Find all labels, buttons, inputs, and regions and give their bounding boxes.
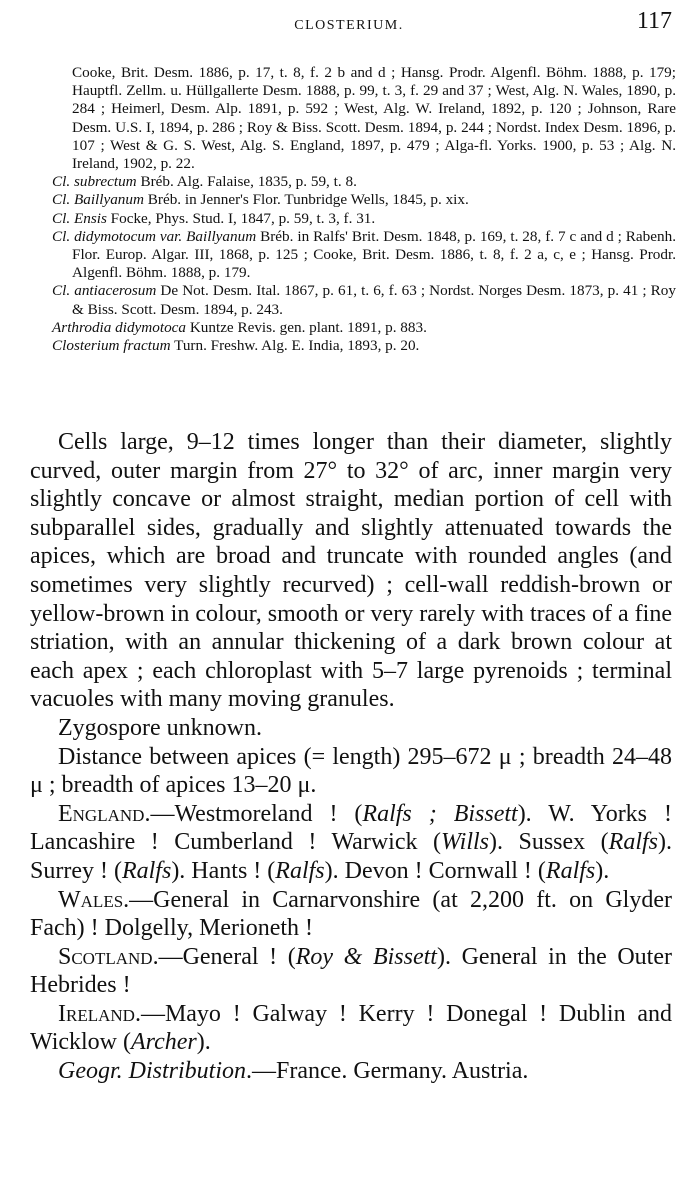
synonymy-entry bbox=[52, 319, 676, 337]
synonym-taxon: Cl. didymotocum var. Baillyanum bbox=[52, 227, 257, 245]
dimensions-paragraph: Distance between apices (= length) 295–672 μ ; breadth 24–48 μ ; breadth of apices 13–20 μ. bbox=[30, 743, 672, 799]
region-name: Ireland bbox=[58, 1000, 135, 1027]
description-paragraph: Cells large, 9–12 times longer than their diameter, slightly curved, outer margin from 27° to 32° of arc, inner margin very slightly concave or almost straight, median portion of cell with subparallel sides, gradually and slightly attenuated towards the apices, which are broad and truncate with rounded angles (and sometimes very slightly recurved) ; cell-wall reddish-brown or yellow-brown in colour, smooth or very rarely with traces of a fine striation, with an annular thickening of a dark brown colour at each apex ; each chloroplast with 5–7 large pyrenoids ; terminal vacuoles with many moving granules. bbox=[30, 429, 672, 713]
region-name: Wales bbox=[58, 886, 124, 913]
synonym-citation: Bréb. in Jenner's Flor. Tunbridge Wells, 1845, p. xix. bbox=[143, 191, 469, 209]
region-name: Scotland bbox=[58, 943, 153, 970]
collector-name: Ralfs bbox=[545, 857, 596, 884]
collector-name: Ralfs bbox=[121, 857, 172, 884]
distribution-ireland bbox=[30, 1000, 672, 1057]
distribution-block bbox=[30, 800, 672, 1086]
collector-name: Archer bbox=[131, 1029, 197, 1056]
distribution-text: .—General in Carnarvonshire (at 2,200 ft. on Glyder Fach) ! Dolgelly, Merioneth ! bbox=[30, 886, 672, 942]
distribution-text: ). Hants ! ( bbox=[171, 857, 276, 884]
page-number: 117 bbox=[636, 8, 672, 34]
synonym-citation: Focke, Phys. Stud. I, 1847, p. 59, t. 3, f. 31. bbox=[106, 209, 376, 227]
synonymy-entry bbox=[52, 228, 676, 283]
synonym-citation: Bréb. Alg. Falaise, 1835, p. 59, t. 8. bbox=[136, 173, 357, 191]
distribution-scotland bbox=[30, 943, 672, 1000]
synonym-citation: Bréb. in Ralfs' Brit. Desm. 1848, p. 169, t. 28, f. 7 c and d ; Rabenh. Flor. Europ. Algar. III, 1868, p. 125 ; Cooke, Brit. Desm. 1886, t. 8, f. 2 a, c, e ; Hansg. Prodr. Algenfl. Böhm. 1888, p. 179. bbox=[72, 227, 676, 282]
synonymy-entry bbox=[52, 282, 676, 318]
synonymy-entry bbox=[52, 191, 676, 209]
distribution-text: ). Sussex ( bbox=[489, 829, 609, 856]
synonym-citation: Turn. Freshw. Alg. E. India, 1893, p. 20. bbox=[170, 337, 420, 355]
running-head: CLOSTERIUM. bbox=[294, 18, 404, 33]
synonym-taxon: Cl. antiacerosum bbox=[52, 282, 157, 300]
distribution-text: .—General ! ( bbox=[152, 943, 296, 970]
synonym-citation: Kuntze Revis. gen. plant. 1891, p. 883. bbox=[186, 318, 427, 336]
synonym-citation: De Not. Desm. Ital. 1867, p. 61, t. 6, f. 63 ; Nordst. Norges Desm. 1873, p. 41 ; Roy & Biss. Scott. Desm. 1894, p. 243. bbox=[72, 282, 676, 318]
distribution-text: ). General in the Outer Hebrides ! bbox=[30, 943, 672, 999]
distribution-text: ). bbox=[196, 1029, 211, 1056]
distribution-text: .—Mayo ! Galway ! Kerry ! Donegal ! Dublin and Wicklow ( bbox=[30, 1000, 672, 1056]
synonym-taxon: Arthrodia didymotoca bbox=[52, 318, 187, 336]
synonymy-block bbox=[52, 64, 676, 355]
synonym-taxon: Cl. subrectum bbox=[52, 173, 137, 191]
collector-name: Roy & Bissett bbox=[295, 943, 437, 970]
zygospore-paragraph: Zygospore unknown. bbox=[58, 714, 262, 741]
geogr-label: Geogr. Distribution bbox=[58, 1058, 247, 1085]
synonym-taxon: Closterium fractum bbox=[52, 337, 171, 355]
region-name: England bbox=[58, 800, 145, 827]
page-header bbox=[0, 6, 698, 42]
synonymy-entry bbox=[52, 210, 676, 228]
collector-name: Ralfs bbox=[275, 857, 325, 884]
distribution-geographic bbox=[30, 1057, 672, 1086]
distribution-text: ). Devon ! Cornwall ! ( bbox=[324, 857, 546, 884]
collector-name: Wills bbox=[440, 829, 489, 856]
synonymy-entry: Cooke, Brit. Desm. 1886, p. 17, t. 8, f. 2 b and d ; Hansg. Prodr. Algenfl. Böhm. 1888, p. 179; Hauptfl. Zellm. u. Hüllgallerte Desm. 1888, p. 99, t. 3, f. 29 and 37 ; West, Alg. N. Wales, 1890, p. 284 ; Heimerl, Desm. Alp. 1891, p. 592 ; West, Alg. W. Ireland, 1892, p. 120 ; Johnson, Rare Desm. U.S. I, 1894, p. 286 ; Roy & Biss. Scott. Desm. 1894, p. 244 ; Nordst. Index Desm. 1896, p. 107 ; West & G. S. West, Alg. S. England, 1897, p. 479 ; Alga-fl. Yorks. 1900, p. 53 ; Alg. N. Ireland, 1902, p. 22. bbox=[72, 64, 676, 173]
collector-name: Ralfs bbox=[608, 829, 659, 856]
distribution-text: .—Westmoreland ! ( bbox=[144, 800, 363, 827]
distribution-england bbox=[30, 800, 672, 886]
synonym-taxon: Cl. Ensis bbox=[52, 209, 107, 227]
collector-name: Ralfs ; Bissett bbox=[362, 800, 518, 827]
distribution-text: ). bbox=[595, 857, 610, 884]
distribution-text: ). Surrey ! ( bbox=[30, 829, 673, 884]
distribution-wales bbox=[30, 886, 672, 943]
synonym-taxon: Cl. Baillyanum bbox=[52, 191, 144, 209]
distribution-text: ). W. Yorks ! Lancashire ! Cumberland ! Warwick ( bbox=[30, 800, 672, 856]
species-account bbox=[30, 428, 672, 1086]
distribution-text: .—France. Germany. Austria. bbox=[246, 1058, 529, 1085]
synonymy-entry bbox=[52, 173, 676, 191]
synonymy-entry bbox=[52, 337, 676, 355]
